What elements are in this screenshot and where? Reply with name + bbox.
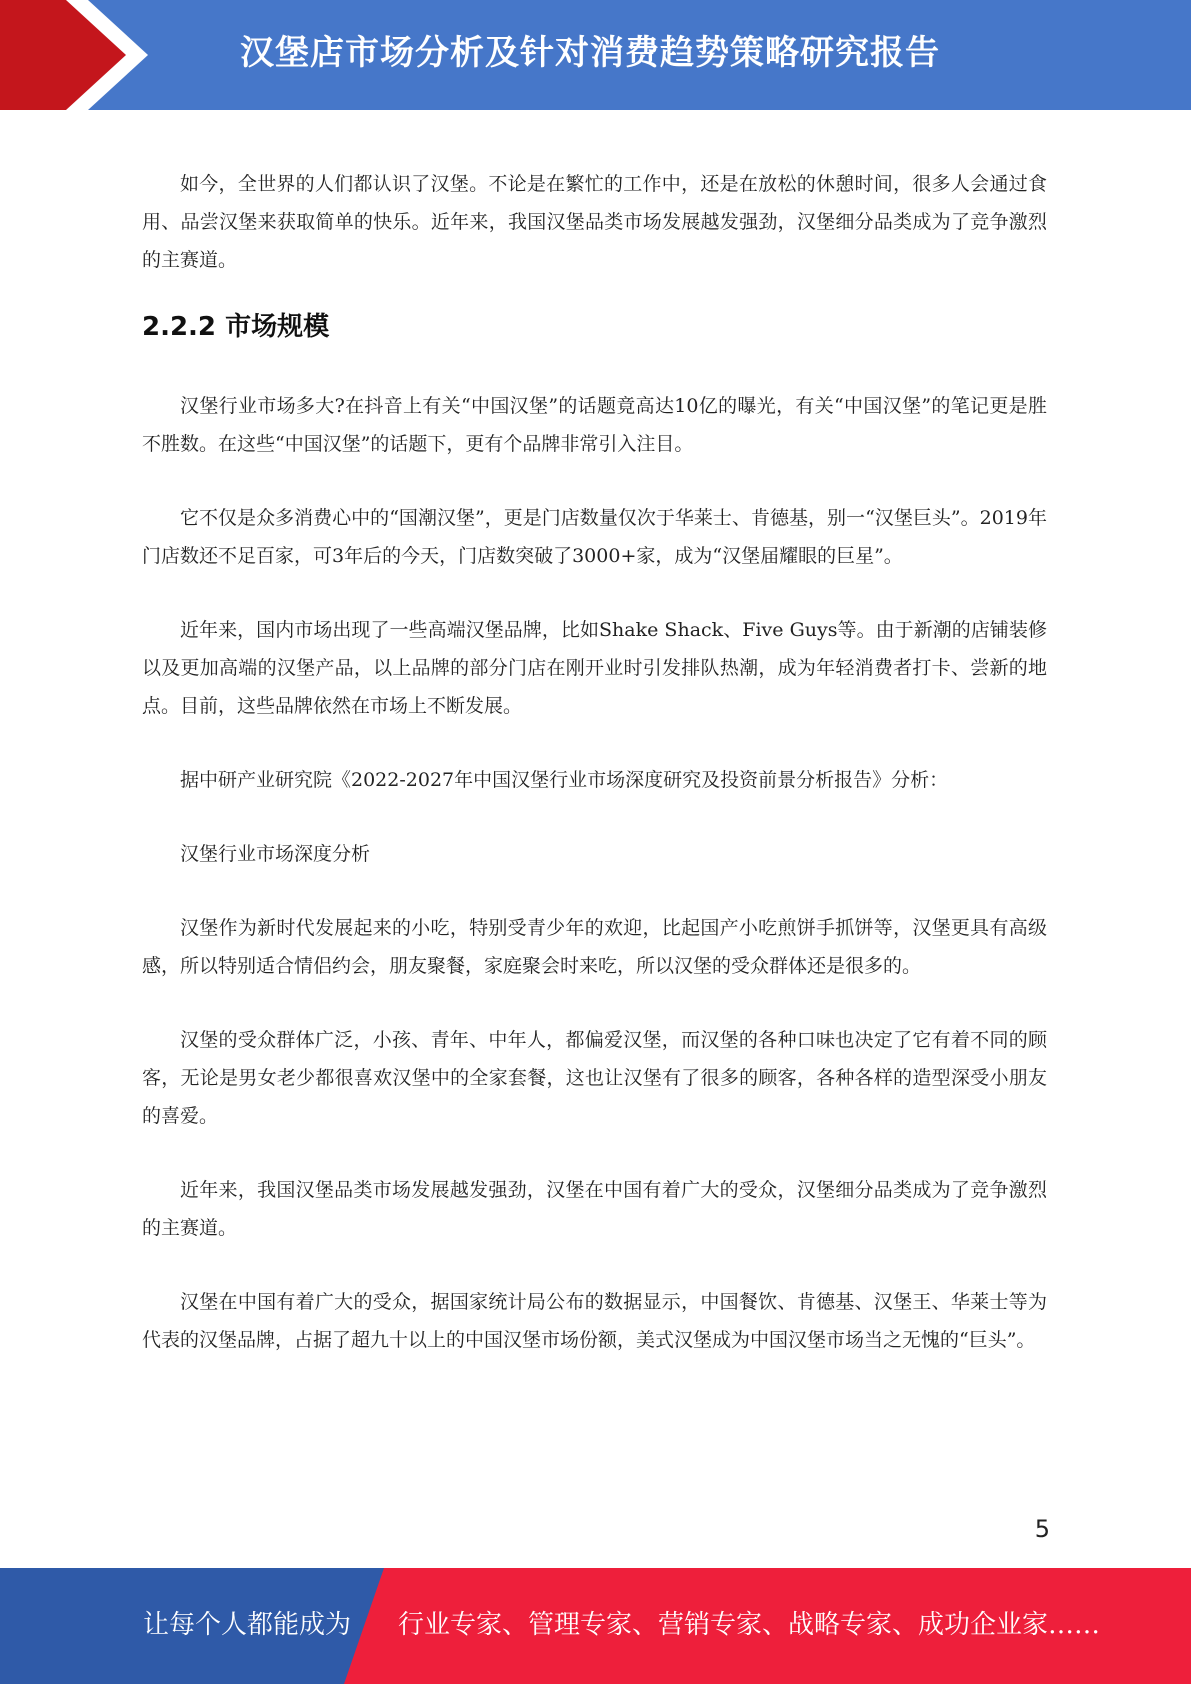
body-paragraph: 据中研产业研究院《2022-2027年中国汉堡行业市场深度研究及投资前景分析报告》分析： [180,769,949,791]
body-paragraph: 汉堡在中国有着广大的受众，据国家统计局公布的数据显示，中国餐饮、肯德基、汉堡王、华莱士等为代表的汉堡品牌，占据了超九十以上的中国汉堡市场份额，美式汉堡成为中国汉堡市场当之无愧的“巨头”。 [142,1291,1047,1351]
page-header [0,0,1191,110]
section-heading: 2.2.2 市场规模 [142,312,330,342]
body-paragraph: 汉堡的受众群体广泛，小孩、青年、中年人，都偏爱汉堡，而汉堡的各种口味也决定了它有着不同的顾客，无论是男女老少都很喜欢汉堡中的全家套餐，这也让汉堡有了很多的顾客，各种各样的造型深受小朋友的喜爱。 [142,1029,1047,1127]
body-paragraph: 汉堡行业市场深度分析 [180,843,371,865]
page-content [142,165,1047,1395]
body-paragraph: 汉堡行业市场多大?在抖音上有关“中国汉堡”的话题竟高达10亿的曝光，有关“中国汉堡”的笔记更是胜不胜数。在这些“中国汉堡”的话题下，更有个品牌非常引入注目。 [142,395,1047,455]
footer-slogan-left: 让每个人都能成为 [143,1610,352,1640]
body-paragraph: 近年来，我国汉堡品类市场发展越发强劲，汉堡在中国有着广大的受众，汉堡细分品类成为了竞争激烈的主赛道。 [142,1179,1047,1239]
footer-slogan-right: 行业专家、管理专家、营销专家、战略专家、成功企业家…… [398,1610,1101,1640]
body-paragraph: 近年来，国内市场出现了一些高端汉堡品牌，比如Shake Shack、Five Guys等。由于新潮的店铺装修以及更加高端的汉堡产品，以上品牌的部分门店在刚开业时引发排队热潮，成为年轻消费者打卡、尝新的地点。目前，这些品牌依然在市场上不断发展。 [142,619,1047,717]
page-footer [0,1568,1191,1684]
body-paragraph: 它不仅是众多消费心中的“国潮汉堡”，更是门店数量仅次于华莱士、肯德基，别一“汉堡巨头”。2019年门店数还不足百家，可3年后的今天，门店数突破了3000+家，成为“汉堡届耀眼的巨星”。 [142,507,1047,567]
report-title: 汉堡店市场分析及针对消费趋势策略研究报告 [240,33,940,73]
body-paragraph: 汉堡作为新时代发展起来的小吃，特别受青少年的欢迎，比起国产小吃煎饼手抓饼等，汉堡更具有高级感，所以特别适合情侣约会，朋友聚餐，家庭聚会时来吃，所以汉堡的受众群体还是很多的。 [142,917,1047,977]
page-number: 5 [1034,1515,1050,1543]
intro-paragraph: 如今，全世界的人们都认识了汉堡。不论是在繁忙的工作中，还是在放松的休憩时间，很多人会通过食用、品尝汉堡来获取简单的快乐。近年来，我国汉堡品类市场发展越发强劲，汉堡细分品类成为了竞争激烈的主赛道。 [142,173,1047,271]
